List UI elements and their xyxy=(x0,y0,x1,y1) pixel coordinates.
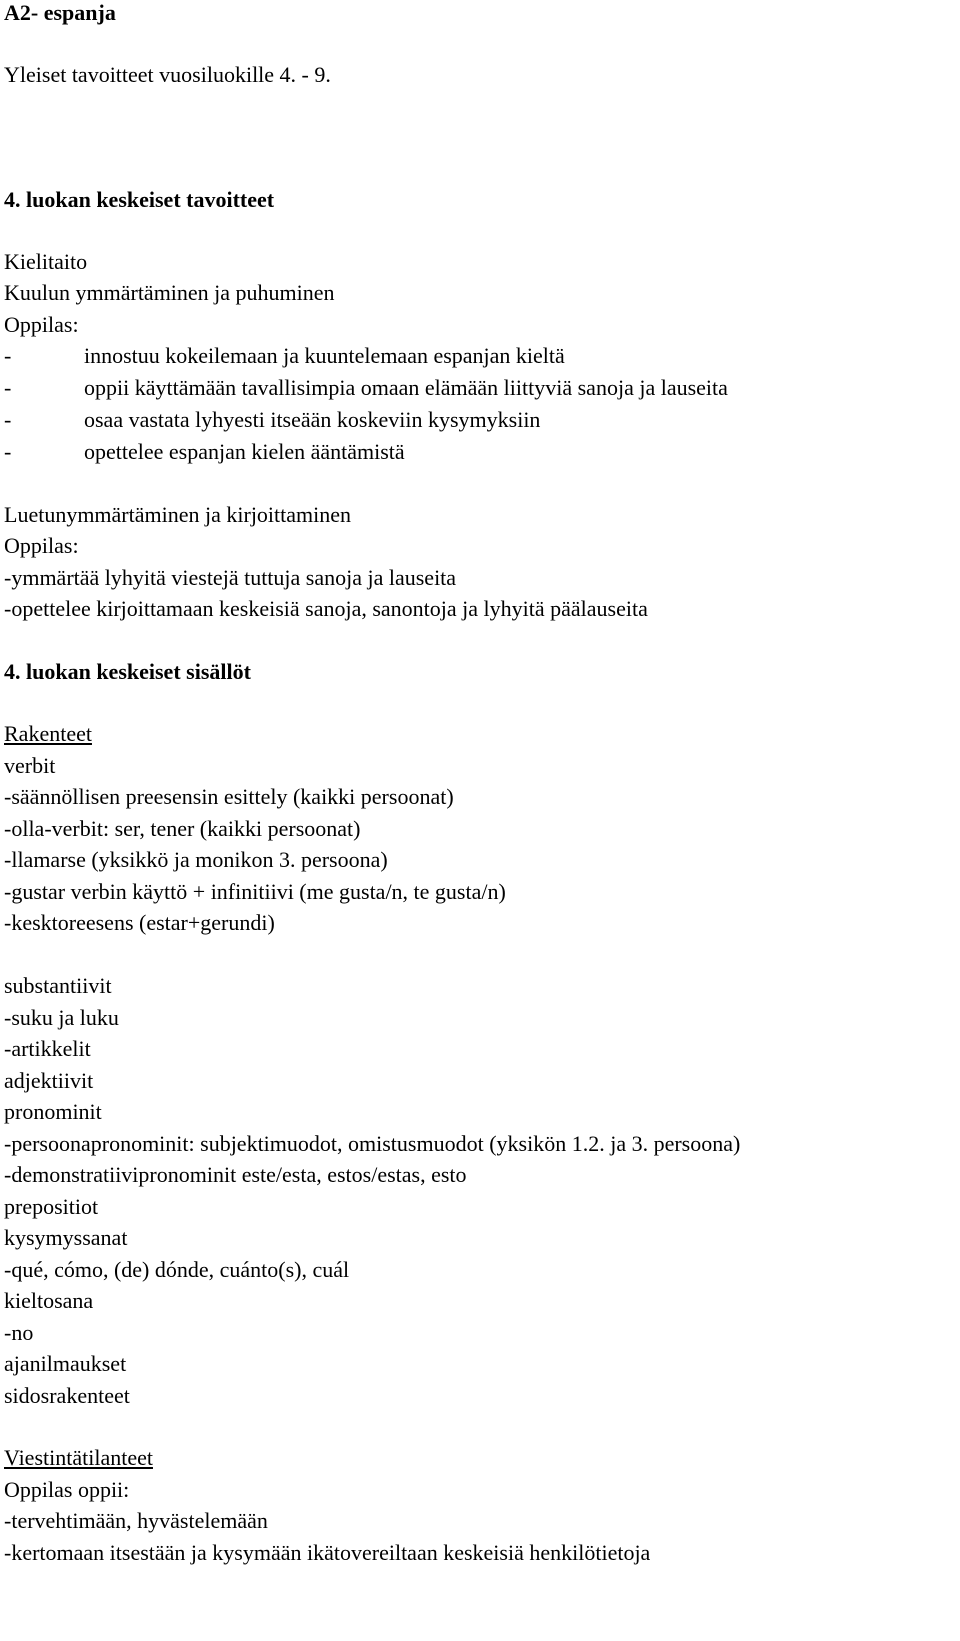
list-item: -kesktoreesens (estar+gerundi) xyxy=(4,910,275,935)
communication-heading: Viestintätilanteet xyxy=(4,1445,153,1470)
list-item: pronominit xyxy=(4,1099,102,1124)
list-item: sidosrakenteet xyxy=(4,1383,130,1408)
list-item: -qué, cómo, (de) dónde, cuánto(s), cuál xyxy=(4,1257,350,1282)
list-item: -ymmärtää lyhyitä viestejä tuttuja sanoja ja lauseita xyxy=(4,565,457,590)
list-item: adjektiivit xyxy=(4,1068,94,1093)
list-item: ajanilmaukset xyxy=(4,1351,127,1376)
list-item-text: osaa vastata lyhyesti itseään koskeviin kysymyksiin xyxy=(84,407,541,432)
contents-heading: 4. luokan keskeiset sisällöt xyxy=(4,659,251,684)
list-item: -tervehtimään, hyvästelemään xyxy=(4,1508,268,1533)
list-item-text: opettelee espanjan kielen ääntämistä xyxy=(84,439,405,464)
list-item: -no xyxy=(4,1320,34,1345)
reading-writing-heading: Luetunymmärtäminen ja kirjoittaminen xyxy=(4,502,352,527)
bullet-dash: - xyxy=(4,375,12,400)
reading-pupil-label: Oppilas: xyxy=(4,533,79,558)
list-item-text: innostuu kokeilemaan ja kuuntelemaan espanjan kieltä xyxy=(84,343,565,368)
list-item: -opettelee kirjoittamaan keskeisiä sanoja, sanontoja ja lyhyitä päälauseita xyxy=(4,596,648,621)
communication-pupil-label: Oppilas oppii: xyxy=(4,1477,130,1502)
bullet-dash: - xyxy=(4,407,12,432)
list-item: -gustar verbin käyttö + infinitiivi (me gusta/n, te gusta/n) xyxy=(4,879,506,904)
list-item: -persoonapronominit: subjektimuodot, omistusmuodot (yksikön 1.2. ja 3. persoona) xyxy=(4,1131,741,1156)
list-item: -suku ja luku xyxy=(4,1005,119,1030)
listening-pupil-label: Oppilas: xyxy=(4,312,79,337)
list-item: -olla-verbit: ser, tener (kaikki persoonat) xyxy=(4,816,361,841)
list-item: -demonstratiivipronominit este/esta, estos/estas, esto xyxy=(4,1162,467,1187)
goals-heading: 4. luokan keskeiset tavoitteet xyxy=(4,187,275,212)
list-item: -kertomaan itsestään ja kysymään ikätovereiltaan keskeisiä henkilötietoja xyxy=(4,1540,651,1565)
bullet-dash: - xyxy=(4,439,12,464)
list-item: prepositiot xyxy=(4,1194,99,1219)
list-item xyxy=(4,345,565,367)
list-item: kysymyssanat xyxy=(4,1225,128,1250)
list-item: kieltosana xyxy=(4,1288,94,1313)
bullet-dash: - xyxy=(4,343,12,368)
course-title: A2- espanja xyxy=(4,0,116,25)
list-item: -artikkelit xyxy=(4,1036,91,1061)
list-item xyxy=(4,377,728,399)
list-item xyxy=(4,409,540,431)
structures-heading: Rakenteet xyxy=(4,721,92,746)
list-item: substantiivit xyxy=(4,973,112,998)
list-item: verbit xyxy=(4,753,56,778)
language-skill-heading: Kielitaito xyxy=(4,249,88,274)
list-item: -llamarse (yksikkö ja monikon 3. persoona) xyxy=(4,847,388,872)
list-item xyxy=(4,441,405,463)
list-item: -säännöllisen preesensin esittely (kaikki persoonat) xyxy=(4,784,454,809)
list-item-text: oppii käyttämään tavallisimpia omaan elämään liittyviä sanoja ja lauseita xyxy=(84,375,728,400)
listening-speaking-heading: Kuulun ymmärtäminen ja puhuminen xyxy=(4,280,335,305)
document-subtitle: Yleiset tavoitteet vuosiluokille 4. - 9. xyxy=(4,62,331,87)
